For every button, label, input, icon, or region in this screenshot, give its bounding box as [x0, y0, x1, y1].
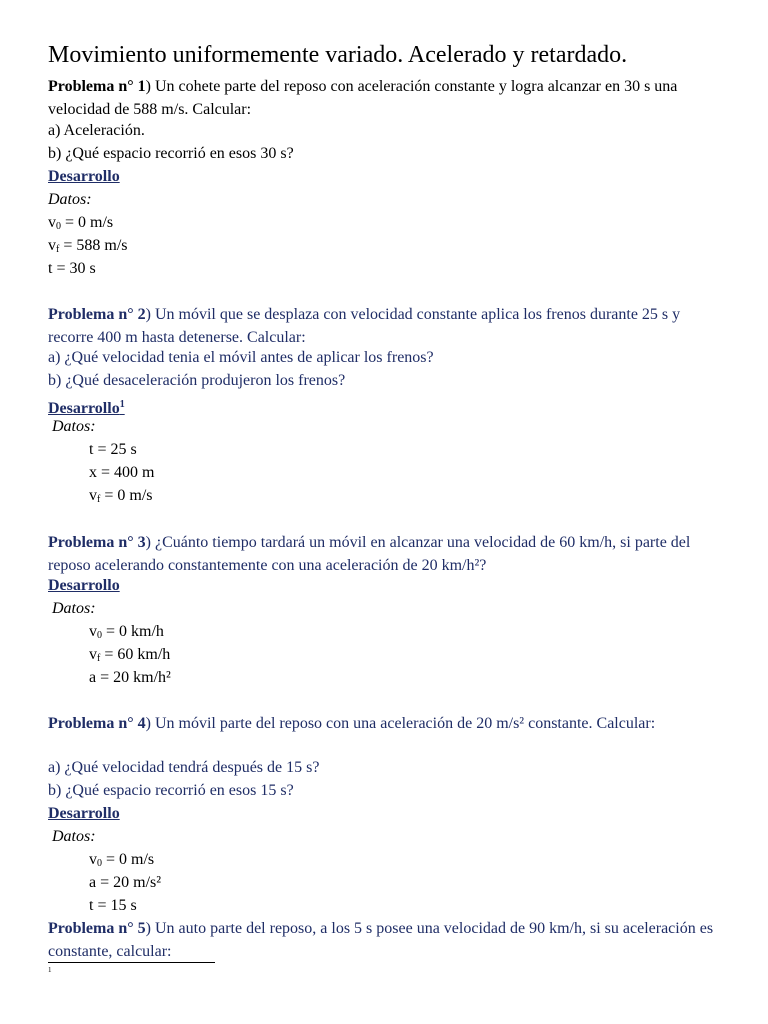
problem-4-statement	[48, 712, 688, 735]
problem-5-statement	[48, 917, 720, 963]
problem-3-text: ¿Cuánto tiempo tardará un móvil en alcanzar una velocidad de 60 km/h, si parte del reposo acelerando constantemente con una aceleración de 20 km/h²?	[48, 534, 691, 574]
problem-1-dato-3: t = 30 s	[48, 260, 96, 277]
problem-2-text: Un móvil que se desplaza con velocidad constante aplica los frenos durante 25 s y recorre 400 m hasta detenerse. Calcular:	[48, 306, 681, 346]
problem-2-paren: )	[145, 306, 151, 323]
problem-4-datos: Datos:	[52, 828, 96, 845]
problem-2-question-a: a) ¿Qué velocidad tenia el móvil antes de aplicar los frenos?	[48, 349, 434, 366]
problem-3-label: Problema n° 3	[48, 534, 146, 551]
problem-4-text: Un móvil parte del reposo con una aceleración de 20 m/s² constante. Calcular:	[150, 715, 656, 732]
problem-1-statement	[48, 75, 728, 121]
problem-2-question-b: b) ¿Qué desaceleración produjeron los frenos?	[48, 372, 346, 389]
problem-3-desarrollo: Desarrollo	[48, 577, 120, 594]
problem-1-desarrollo: Desarrollo	[48, 168, 120, 185]
problem-2-datos: Datos:	[52, 418, 96, 435]
problem-4-paren: )	[145, 715, 151, 732]
problem-2-statement	[48, 303, 728, 349]
problem-2-dato-2: x = 400 m	[89, 464, 155, 481]
problem-4-question-b: b) ¿Qué espacio recorrió en esos 15 s?	[48, 782, 294, 799]
problem-3-statement	[48, 531, 728, 577]
problem-1-datos: Datos:	[48, 191, 92, 208]
problem-3-paren: )	[145, 534, 151, 551]
problem-1-paren: )	[145, 78, 151, 95]
problem-2-dato-3: $v_f = 0$ m/s	[89, 487, 153, 505]
document-title: Movimiento uniformemente variado. Acelerado y retardado.	[48, 42, 628, 68]
problem-4-desarrollo: Desarrollo	[48, 805, 120, 822]
problem-3-datos: Datos:	[52, 600, 96, 617]
problem-5-paren: )	[145, 920, 151, 937]
problem-1-dato-2: $v_f = 588$ m/s	[48, 237, 128, 255]
problem-5-text: Un auto parte del reposo, a los 5 s posee una velocidad de 90 km/h, si su aceleración es constante, calcular:	[48, 920, 714, 960]
footnote-marker: 1	[48, 966, 52, 974]
problem-4-dato-2: a = 20 m/s²	[89, 874, 162, 891]
footnote-reference: 1	[119, 399, 125, 410]
problem-4-label: Problema n° 4	[48, 715, 146, 732]
problem-4-dato-1: $v_0 = 0$ m/s	[89, 851, 155, 869]
problem-2-label: Problema n° 2	[48, 306, 146, 323]
problem-1-question-b: b) ¿Qué espacio recorrió en esos 30 s?	[48, 145, 294, 162]
problem-5-label: Problema n° 5	[48, 920, 146, 937]
problem-1-question-a: a) Aceleración.	[48, 122, 145, 139]
problem-2-desarrollo: Desarrollo$^1$	[48, 399, 125, 417]
problem-3-dato-2: $v_f = 60$ km/h	[89, 646, 171, 664]
problem-1-dato-1: $v_0 = 0$ m/s	[48, 214, 114, 232]
problem-2-dato-1: t = 25 s	[89, 441, 137, 458]
problem-4-dato-3: t = 15 s	[89, 897, 137, 914]
problem-4-question-a: a) ¿Qué velocidad tendrá después de 15 s?	[48, 759, 320, 776]
problem-3-dato-1: $v_0 = 0$ km/h	[89, 623, 164, 641]
problem-1-label: Problema n° 1	[48, 78, 146, 95]
problem-3-dato-3: a = 20 km/h²	[89, 669, 171, 686]
footnote-separator	[48, 962, 215, 963]
problem-1-text: Un cohete parte del reposo con aceleración constante y logra alcanzar en 30 s una velocidad de 588 m/s. Calcular:	[48, 78, 678, 118]
